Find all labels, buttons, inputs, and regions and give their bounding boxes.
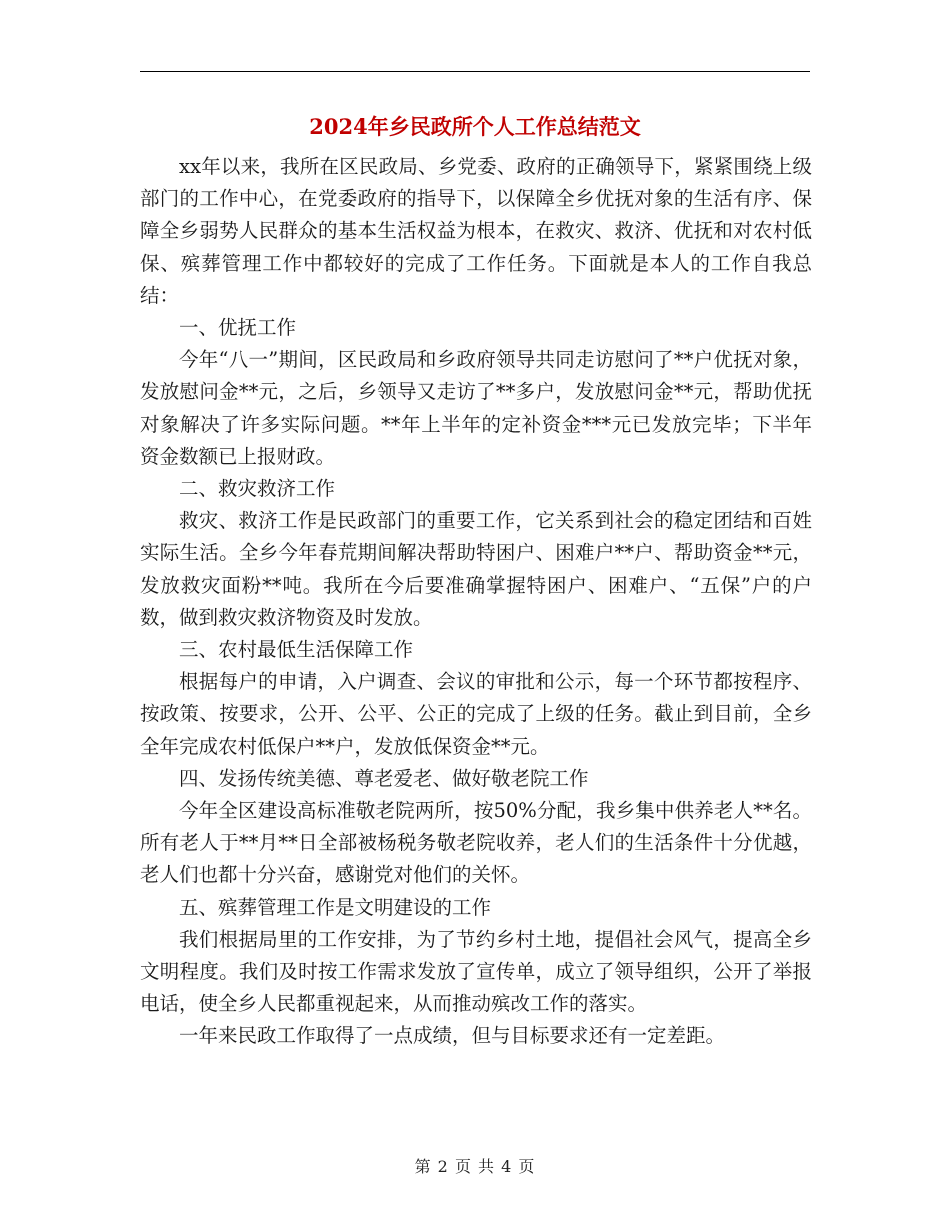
- section-body-1: 今年“八一”期间，区民政局和乡政府领导共同走访慰问了**户优抚对象，发放慰问金**元，之后，乡领导又走访了**多户，发放慰问金**元，帮助优抚对象解决了许多实际问题。**年上半年的定补资金***元已发放完毕；下半年资金数额已上报财政。: [140, 348, 812, 468]
- section-body-4: 今年全区建设高标准敬老院两所，按50%分配，我乡集中供养老人**名。所有老人于**月**日全部被杨税务敬老院收养，老人们的生活条件十分优越，老人们也都十分兴奋，感谢党对他们的关怀。: [140, 799, 812, 887]
- section-heading-2: 二、救灾救济工作: [179, 477, 336, 501]
- section-body-2: 救灾、救济工作是民政部门的重要工作，它关系到社会的稳定团结和百姓实际生活。全乡今年春荒期间解决帮助特困户、困难户**户、帮助资金**元，发放救灾面粉**吨。我所在今后要准确掌握特困户、困难户、“五保”户的户数，做到救灾救济物资及时发放。: [140, 509, 812, 629]
- intro-paragraph: xx年以来，我所在区民政局、乡党委、政府的正确领导下，紧紧围绕上级部门的工作中心，在党委政府的指导下，以保障全乡优抚对象的生活有序、保障全乡弱势人民群众的基本生活权益为根本，在救灾、救济、优抚和对农村低保、殡葬管理工作中都较好的完成了工作任务。下面就是本人的工作自我总结：: [140, 155, 812, 307]
- header-rule: [140, 71, 810, 72]
- section-heading-5: 五、殡葬管理工作是文明建设的工作: [179, 895, 492, 919]
- section-heading-3: 三、农村最低生活保障工作: [179, 638, 414, 662]
- section-body-3: 根据每户的申请，入户调查、会议的审批和公示，每一个环节都按程序、按政策、按要求，公开、公平、公正的完成了上级的任务。截止到目前，全乡全年完成农村低保户**户，发放低保资金**元。: [140, 670, 812, 758]
- section-heading-4: 四、发扬传统美德、尊老爱老、做好敬老院工作: [179, 766, 589, 790]
- page-number-footer: 第 2 页 共 4 页: [414, 1157, 536, 1176]
- section-body-5: 我们根据局里的工作安排，为了节约乡村土地，提倡社会风气，提高全乡文明程度。我们及时按工作需求发放了宣传单，成立了领导组织，公开了举报电话，使全乡人民都重视起来，从而推动殡改工作的落实。: [140, 927, 812, 1016]
- section-heading-1: 一、优抚工作: [179, 316, 297, 340]
- closing-paragraph: 一年来民政工作取得了一点成绩，但与目标要求还有一定差距。: [179, 1024, 726, 1048]
- document-body: [140, 151, 812, 1053]
- document-title: 2024年乡民政所个人工作总结范文: [309, 114, 641, 139]
